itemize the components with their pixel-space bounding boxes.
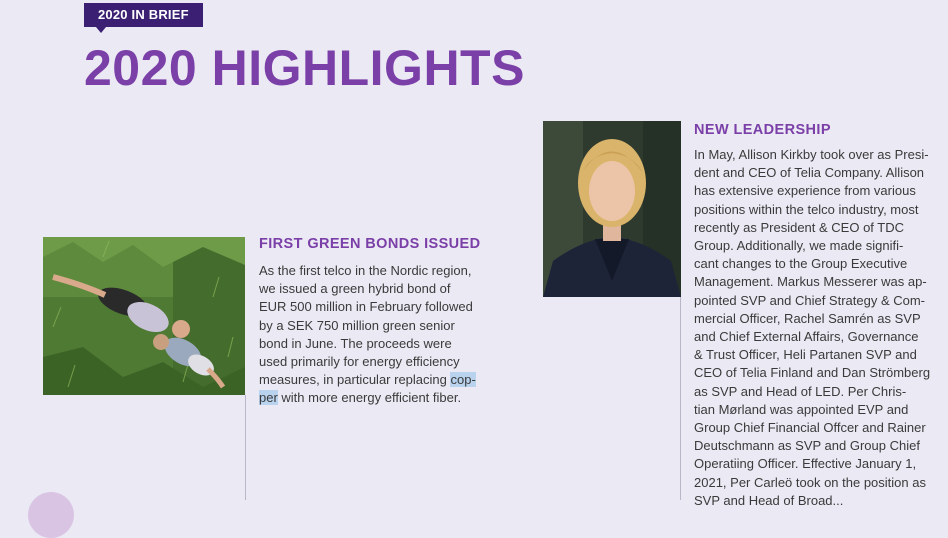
leadership-line: In May, Allison Kirkby took over as Presi- xyxy=(694,147,929,162)
kids-photo xyxy=(43,237,245,395)
leadership-line: tian Mørland was appointed EVP and xyxy=(694,401,909,417)
section-tag-notch xyxy=(96,27,106,33)
decorative-circle xyxy=(28,492,74,538)
page-title: 2020 HIGHLIGHTS xyxy=(84,40,525,96)
section-tag: 2020 IN BRIEF xyxy=(84,3,203,27)
green-bonds-line xyxy=(259,389,476,407)
leadership-line: mercial Officer, Rachel Samrén as SVP xyxy=(694,310,921,326)
leadership-line: as SVP and Head of LED. Per Chris- xyxy=(694,383,907,399)
green-bonds-line: As the first telco in the Nordic region, xyxy=(259,263,472,278)
leadership-title: NEW LEADERSHIP xyxy=(694,122,831,138)
portrait-photo xyxy=(543,121,681,297)
green-bonds-line: bond in June. The proceeds were xyxy=(259,335,452,351)
leadership-line: Deutschmann as SVP and Group Chief xyxy=(694,438,920,454)
green-bonds-title: FIRST GREEN BONDS ISSUED xyxy=(259,236,481,252)
leadership-line: cant changes to the Group Executive xyxy=(694,256,908,272)
column-divider-left xyxy=(245,395,246,500)
green-bonds-line: we issued a green hybrid bond of xyxy=(259,281,451,297)
column-divider-right xyxy=(680,297,681,500)
text-selection-highlight[interactable]: per xyxy=(259,390,278,406)
green-bonds-line-end: with more energy efficient fiber. xyxy=(277,390,462,406)
leadership-line: positions within the telco industry, most xyxy=(694,201,919,217)
green-bonds-line xyxy=(259,371,476,389)
green-bonds-line-start: measures, in particular replacing xyxy=(259,372,451,388)
leadership-line: and Chief External Affairs, Governance xyxy=(694,329,919,345)
leadership-text xyxy=(694,146,930,510)
leadership-line: Group. Additionally, we made signifi- xyxy=(694,238,904,254)
leadership-line: recently as President & CEO of TDC xyxy=(694,219,905,235)
leadership-line: CEO of Telia Finland and Dan Strömberg xyxy=(694,365,931,381)
leadership-line: Operatiing Officer. Effective January 1, xyxy=(694,456,917,472)
leadership-line: has extensive experience from various xyxy=(694,183,916,199)
leadership-line: Management. Markus Messerer was ap- xyxy=(694,274,927,290)
leadership-line: 2021, Per Carleö took on the position as xyxy=(694,474,926,490)
leadership-line: dent and CEO of Telia Company. Allison xyxy=(694,165,925,181)
leadership-line: SVP and Head of Broad... xyxy=(694,492,844,508)
leadership-line: & Trust Officer, Heli Partanen SVP and xyxy=(694,347,917,363)
leadership-line: pointed SVP and Chief Strategy & Com- xyxy=(694,292,925,308)
leadership-line: Group Chief Financial Offcer and Rainer xyxy=(694,420,926,436)
green-bonds-line: by a SEK 750 million green senior xyxy=(259,317,455,333)
text-selection-highlight[interactable]: cop- xyxy=(450,372,476,388)
green-bonds-text xyxy=(259,262,476,408)
green-bonds-line: EUR 500 million in February followed xyxy=(259,299,473,315)
green-bonds-line: used primarily for energy efficiency xyxy=(259,354,460,370)
